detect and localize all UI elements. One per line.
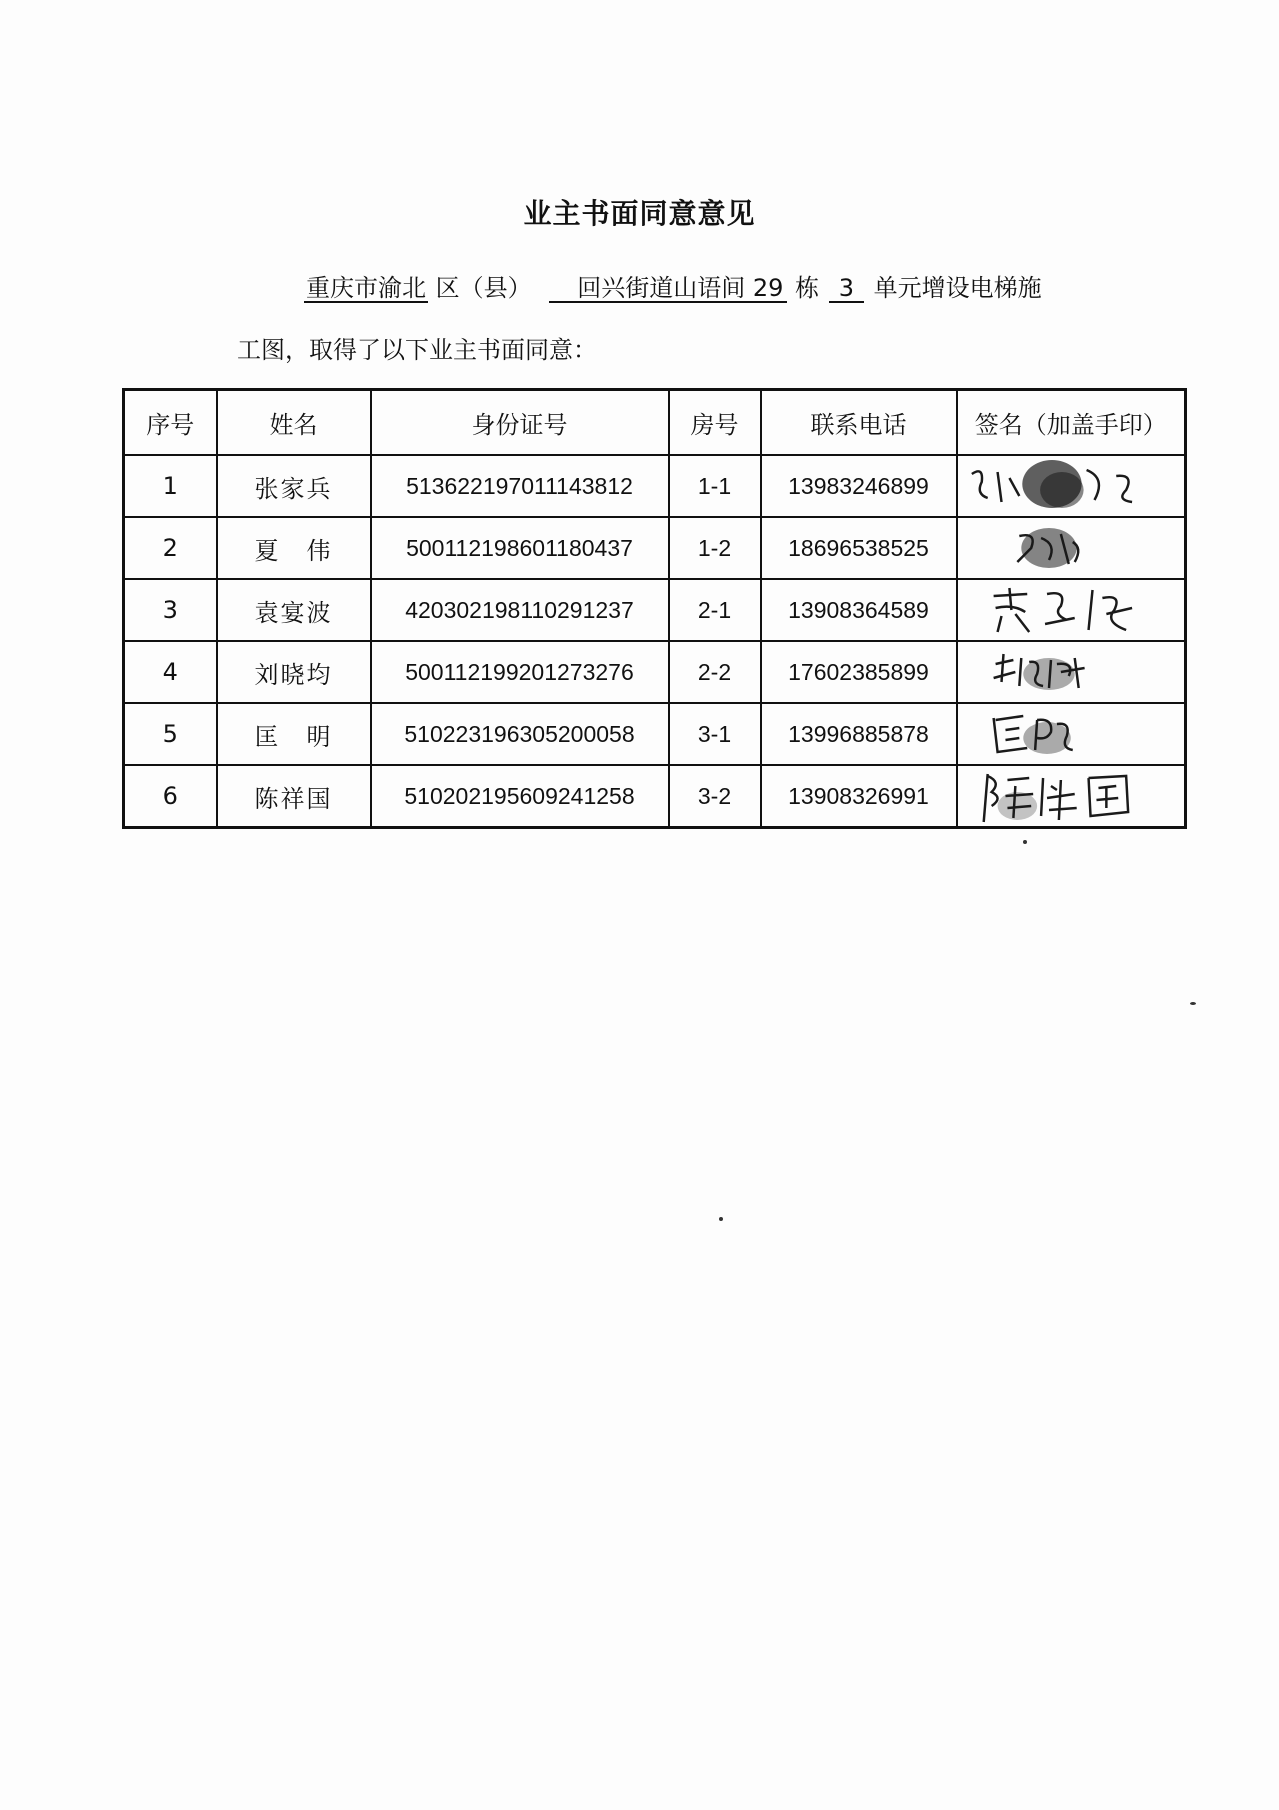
table-row [124, 579, 1186, 641]
row-owner-name: 袁宴波 [217, 579, 371, 641]
row-serial: 3 [124, 579, 217, 641]
row-room: 1-2 [669, 517, 761, 579]
handwritten-signature-4 [958, 642, 1185, 702]
document-title: 业主书面同意意见 [523, 197, 756, 230]
row-room: 2-1 [669, 579, 761, 641]
row-signature [957, 641, 1186, 703]
table-row [124, 517, 1186, 579]
ink-speck [1023, 840, 1027, 844]
row-room: 3-1 [669, 703, 761, 765]
street-address-field: 回兴街道山语间 29 [549, 275, 787, 303]
header-serial: 序号 [124, 390, 217, 456]
row-owner-name: 张家兵 [217, 455, 371, 517]
ink-speck [1190, 1002, 1196, 1005]
row-phone: 13908326991 [761, 765, 957, 828]
row-owner-name: 夏 伟 [217, 517, 371, 579]
row-room: 2-2 [669, 641, 761, 703]
table-row [124, 765, 1186, 828]
row-owner-name: 刘晓均 [217, 641, 371, 703]
header-phone: 联系电话 [761, 390, 957, 456]
district-suffix: 区（县） [435, 274, 532, 302]
intro-line-2: 工图，取得了以下业主书面同意： [237, 336, 597, 364]
handwritten-signature-3 [958, 580, 1185, 640]
row-phone: 13996885878 [761, 703, 957, 765]
handwritten-signature-1 [958, 456, 1185, 516]
row-id-number: 500112199201273276 [371, 641, 669, 703]
table-row [124, 703, 1186, 765]
row-signature [957, 703, 1186, 765]
row-phone: 18696538525 [761, 517, 957, 579]
row-id-number: 513622197011143812 [371, 455, 669, 517]
table-row [124, 455, 1186, 517]
header-signature: 签名（加盖手印） [957, 390, 1186, 456]
row-id-number: 500112198601180437 [371, 517, 669, 579]
city-district-field: 重庆市渝北 [306, 274, 426, 302]
row-signature [957, 517, 1186, 579]
handwritten-signature-6 [958, 766, 1185, 826]
unit-number-field: 3 [829, 275, 864, 303]
header-id-number: 身份证号 [371, 390, 669, 456]
handwritten-signature-2 [958, 518, 1185, 578]
row-id-number: 420302198110291237 [371, 579, 669, 641]
row-owner-name: 陈祥国 [217, 765, 371, 828]
ink-speck [719, 1217, 723, 1221]
owner-consent-table [122, 388, 1187, 829]
row-serial: 2 [124, 517, 217, 579]
building-suffix: 栋 [795, 274, 820, 302]
row-signature [957, 579, 1186, 641]
row-room: 3-2 [669, 765, 761, 828]
row-room: 1-1 [669, 455, 761, 517]
row-signature [957, 765, 1186, 828]
row-phone: 13983246899 [761, 455, 957, 517]
intro-line-1 [304, 268, 1042, 303]
unit-suffix: 单元增设电梯施 [873, 274, 1042, 302]
row-serial: 1 [124, 455, 217, 517]
row-phone: 13908364589 [761, 579, 957, 641]
header-room: 房号 [669, 390, 761, 456]
row-phone: 17602385899 [761, 641, 957, 703]
table-row [124, 641, 1186, 703]
row-serial: 6 [124, 765, 217, 828]
row-id-number: 510202195609241258 [371, 765, 669, 828]
table-header-row [124, 390, 1186, 456]
row-serial: 5 [124, 703, 217, 765]
header-name: 姓名 [217, 390, 371, 456]
row-serial: 4 [124, 641, 217, 703]
row-owner-name: 匡 明 [217, 703, 371, 765]
row-id-number: 510223196305200058 [371, 703, 669, 765]
handwritten-signature-5 [958, 704, 1185, 764]
row-signature [957, 455, 1186, 517]
